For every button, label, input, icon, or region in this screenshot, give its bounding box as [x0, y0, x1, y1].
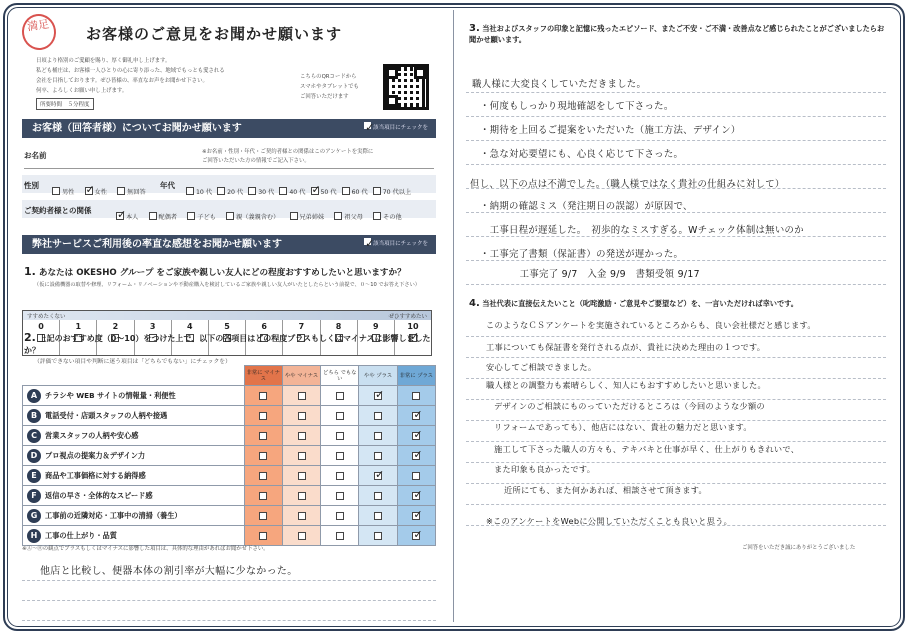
age-option[interactable]: 30 代 [248, 187, 274, 196]
q1-note: （仮に設備機器の取替や修理、リフォーム・リノベーションや不動産購入を検討しているご家族や親しい友人がいたとしたらという前提で、０～10 でお答え下さい） [34, 282, 420, 288]
eval-checkbox[interactable] [412, 472, 420, 480]
eval-header: 非常に マイナス [244, 366, 282, 386]
q3-handwritten-line: 工事日程が遅延した。 初歩的なミスすぎる。Wチェック体制は無いのか [480, 225, 804, 236]
q4-title: 4. 当社代表に直接伝えたいこと（叱咤激励・ご意見やご要望など）を、一言いただければ幸いです。 [469, 298, 798, 309]
customer-section-bar [22, 119, 436, 138]
q3-handwritten-line: 工事完了 9/7 入金 9/9 書類受領 9/17 [510, 269, 700, 280]
time-tag: 所要時間 ５分程度 [36, 98, 94, 110]
eval-checkbox[interactable] [412, 392, 420, 400]
eval-checkbox[interactable] [298, 432, 306, 440]
eval-item-label: チラシや WEB サイトの情報量・利便性 [45, 390, 176, 400]
eval-header: やや プラス [359, 366, 397, 386]
eval-checkbox[interactable] [412, 512, 420, 520]
item-letter-badge: C [27, 429, 41, 443]
eval-checkbox[interactable] [336, 432, 344, 440]
check-icon [364, 122, 371, 129]
eval-row [23, 506, 436, 526]
q3-title: 3. 当社およびスタッフの印象と記憶に残ったエピソード、またご不安・ご不満・改善点など感じられたことがございましたらお聞かせ願います。 [469, 23, 885, 44]
q3-handwritten-line: ・工事完了書類（保証書）の発送が遅かった。 [480, 249, 684, 260]
eval-checkbox[interactable] [298, 472, 306, 480]
intro-line: 何卒、よろしくお願い申し上げます。 [36, 88, 128, 94]
eval-row [23, 526, 436, 546]
intro-line: 日頃より格別のご愛顧を賜り、厚く御礼申し上げます。 [36, 58, 171, 64]
item-letter-badge: A [27, 389, 41, 403]
eval-checkbox[interactable] [259, 432, 267, 440]
eval-row [23, 386, 436, 406]
q3-handwritten-line: 但し、以下の点は不満でした。（職人様ではなく貴社の仕組みに対して） [470, 179, 785, 190]
name-note: ※お名前・性別・年代・ご契約者様との関係はこのアンケートを実際に [202, 149, 374, 155]
eval-checkbox[interactable] [259, 512, 267, 520]
eval-checkbox[interactable] [298, 412, 306, 420]
item-letter-badge: H [27, 529, 41, 543]
eval-checkbox[interactable] [374, 392, 382, 400]
page-title: お客様のご意見をお聞かせ願います [86, 25, 343, 43]
q2-title: 2. 上記のおすすめ度（0～10）をつけた上で、以下の各項目はどの程度プラスもしくはマイナスに影響しましたか？ [24, 331, 431, 355]
scale-number: 1 [75, 322, 82, 331]
q3-handwritten-line: ・納期の確認ミス（発注期日の誤認）が原因で、 [480, 201, 693, 212]
eval-header: やや マイナス [282, 366, 320, 386]
relation-options [116, 205, 402, 224]
q4-handwritten-line: 工事についても保証書を発行される点が、貴社に決めた理由の１つです。 [486, 342, 766, 352]
eval-checkbox[interactable] [336, 492, 344, 500]
age-option[interactable]: 70 代以上 [373, 187, 411, 196]
eval-item-label: プロ視点の提案力＆デザイン力 [45, 450, 146, 460]
eval-checkbox[interactable] [298, 512, 306, 520]
age-option[interactable]: ✓ 50 代 [311, 187, 337, 196]
bar-note: 該当項目にチェックを [373, 125, 428, 131]
eval-row [23, 406, 436, 426]
eval-row [23, 446, 436, 466]
name-note: ご回答いただいた方の情報でご記入下さい。 [202, 158, 310, 164]
eval-row [23, 426, 436, 446]
handwritten-answer-left: 他店と比較し、便器本体の割引率が大幅に少なかった。 [40, 566, 298, 577]
intro-line: 会社を目指しております。ぜひ皆様の、率直なお声をお聞かせ下さい。 [36, 78, 208, 84]
checkbox[interactable] [117, 187, 125, 195]
eval-checkbox[interactable] [298, 532, 306, 540]
eval-checkbox[interactable] [259, 492, 267, 500]
q4-handwritten-line: リフォームであっても）、他店にはない、貴社の魅力だと思います。 [494, 422, 752, 432]
relation-option[interactable]: 配偶者 [149, 212, 178, 221]
eval-item-label: 商品や工事価格に対する納得感 [45, 470, 146, 480]
eval-item-label: 工事の仕上がり・品質 [45, 530, 117, 540]
q3-handwritten-line: 職人様に大変良くしていただきました。 [472, 79, 647, 90]
item-letter-badge: G [27, 509, 41, 523]
scale-number: 10 [407, 322, 419, 331]
q4-handwritten-line: このようなＣＳアンケートを実施されているところからも、良い会社様だと感じます。 [486, 320, 816, 330]
eval-checkbox[interactable] [374, 532, 382, 540]
column-divider [453, 10, 454, 622]
q4-handwritten-line: 職人様との調整力も素晴らしく、知人にもおすすめしたいと思いました。 [486, 380, 767, 390]
eval-checkbox[interactable] [374, 412, 382, 420]
gender-option[interactable]: 男性 [52, 187, 74, 196]
thanks-note: ご回答をいただき誠にありがとうございました [742, 545, 856, 551]
eval-checkbox[interactable] [298, 452, 306, 460]
eval-row [23, 486, 436, 506]
eval-header: どちら でもない [321, 366, 359, 386]
eval-checkbox[interactable] [412, 492, 420, 500]
relation-option[interactable]: 子ども [187, 212, 216, 221]
relation-option[interactable]: 祖父母 [334, 212, 363, 221]
eval-checkbox[interactable] [412, 412, 420, 420]
gender-option[interactable]: 無回答 [117, 187, 146, 196]
eval-checkbox[interactable] [374, 472, 382, 480]
eval-checkbox[interactable] [259, 452, 267, 460]
eval-checkbox[interactable] [336, 512, 344, 520]
intro-line: 私ども桶庄は、お客様一人ひとりの心に寄り添った、地域でもっとも愛される [36, 68, 225, 74]
eval-checkbox[interactable] [336, 532, 344, 540]
relation-option[interactable]: 兄弟姉妹 [290, 212, 325, 221]
q4-handwritten-line: 近所にても、また何かあれば、相談させて頂きます。 [504, 485, 708, 495]
eval-checkbox[interactable] [374, 492, 382, 500]
age-option[interactable]: 40 代 [279, 187, 305, 196]
q4-handwritten-line: デザインのご相談にものっていただけるところは（今回のような少額の [494, 401, 765, 411]
gender-options [52, 180, 146, 199]
relation-option[interactable]: その他 [373, 212, 402, 221]
qr-code[interactable] [383, 64, 429, 110]
scale-number: 4 [187, 322, 193, 331]
eval-header: 非常に プラス [397, 366, 435, 386]
qr-text: こちらのQRコードから [300, 74, 357, 80]
relation-label: ご契約者様との関係 [24, 206, 92, 215]
eval-checkbox[interactable] [336, 392, 344, 400]
gender-option[interactable]: ✓ 女性 [85, 187, 107, 196]
relation-option[interactable]: 親（義親含む） [226, 212, 279, 221]
service-section-bar [22, 235, 436, 254]
eval-item-label: 工事前の近隣対応・工事中の清掃（養生） [45, 510, 182, 520]
qr-text: ご回答いただけます [300, 94, 349, 100]
scale-number: 2 [112, 322, 119, 331]
eval-checkbox[interactable] [336, 452, 344, 460]
name-label: お名前 [24, 151, 47, 160]
eval-checkbox[interactable] [412, 532, 420, 540]
age-option[interactable]: 60 代 [342, 187, 368, 196]
q3-handwritten-line: ・何度もしっかり現地確認をして下さった。 [480, 101, 674, 112]
stamp-text: 満足 [26, 17, 50, 34]
eval-row [23, 466, 436, 486]
qr-text: スマホやタブレットでも [300, 84, 359, 90]
scale-number: 8 [335, 322, 342, 331]
q2-note: （評価できない項目や判断に迷う項目は「どちらでもない」にチェックを） [34, 359, 231, 365]
item-letter-badge: F [27, 489, 41, 503]
service-section-title: 弊社サービスご利用後の率直な感想をお聞かせ願います [32, 239, 282, 250]
eval-checkbox[interactable] [336, 412, 344, 420]
q4-handwritten-line: また印象も良かったです。 [494, 464, 596, 474]
relation-option[interactable]: ✓ 本人 [116, 212, 138, 221]
scale-left-label: すすめたくない [27, 314, 66, 320]
item-letter-badge: E [27, 469, 41, 483]
customer-section-title: お客様（回答者様）についてお聞かせ願います [32, 123, 242, 134]
scale-number: 0 [38, 322, 44, 331]
eval-item-label: 返信の早さ・全体的なスピード感 [45, 490, 153, 500]
eval-checkbox[interactable] [412, 432, 420, 440]
scale-number: 5 [224, 322, 230, 331]
eval-checkbox[interactable] [336, 472, 344, 480]
evaluation-table [22, 365, 436, 546]
scale-right-label: ぜひすすめたい [388, 314, 427, 320]
scale-number: 7 [298, 322, 305, 331]
eval-checkbox[interactable] [374, 512, 382, 520]
q4-handwritten-line: ※このアンケートをWebに公開していただくことも良いと思う。 [486, 516, 733, 526]
scale-number: 6 [261, 322, 267, 331]
eval-checkbox[interactable] [374, 452, 382, 460]
check-icon [364, 238, 371, 245]
scale-number: 9 [372, 322, 379, 331]
eval-checkbox[interactable] [259, 392, 267, 400]
eval-checkbox[interactable] [259, 532, 267, 540]
eval-item-label: 営業スタッフの人柄や安心感 [45, 430, 139, 440]
q1-title: 1. あなたは OKESHO グループ をご家族や親しい友人にどの程度おすすめしたいと思いますか？ [24, 265, 406, 278]
scale-number: 3 [149, 322, 156, 331]
checkbox[interactable] [85, 187, 93, 195]
eval-checkbox[interactable] [412, 452, 420, 460]
gender-label: 性別 [24, 181, 39, 190]
footnote: ※Ⓐ～Ⓗの観点でプラスもしくはマイナスに影響した項目は、具体的な理由があればお聞かせ下さい。 [22, 546, 269, 552]
bar-note: 該当項目にチェックを [373, 241, 428, 247]
checkbox[interactable] [52, 187, 60, 195]
age-options [186, 180, 411, 199]
age-option[interactable]: 10 代 [186, 187, 212, 196]
q4-handwritten-line: 施工して下さった職人の方々も、テキパキと仕事が早く、仕上がりもきれいで、 [494, 444, 800, 454]
q3-handwritten-line: ・期待を上回るご提案をいただいた（施工方法、デザイン） [480, 125, 741, 136]
q4-handwritten-line: 安心してご相談できました。 [486, 362, 597, 372]
item-letter-badge: B [27, 409, 41, 423]
eval-item-label: 電話受付・店頭スタッフの人柄や接遇 [45, 410, 168, 420]
eval-checkbox[interactable] [259, 412, 267, 420]
eval-checkbox[interactable] [374, 432, 382, 440]
eval-checkbox[interactable] [259, 472, 267, 480]
q3-handwritten-line: ・急な対応要望にも、心良く応じて下さった。 [480, 149, 684, 160]
item-letter-badge: D [27, 449, 41, 463]
eval-checkbox[interactable] [298, 392, 306, 400]
age-option[interactable]: 20 代 [217, 187, 243, 196]
eval-checkbox[interactable] [298, 492, 306, 500]
age-label: 年代 [160, 181, 175, 190]
